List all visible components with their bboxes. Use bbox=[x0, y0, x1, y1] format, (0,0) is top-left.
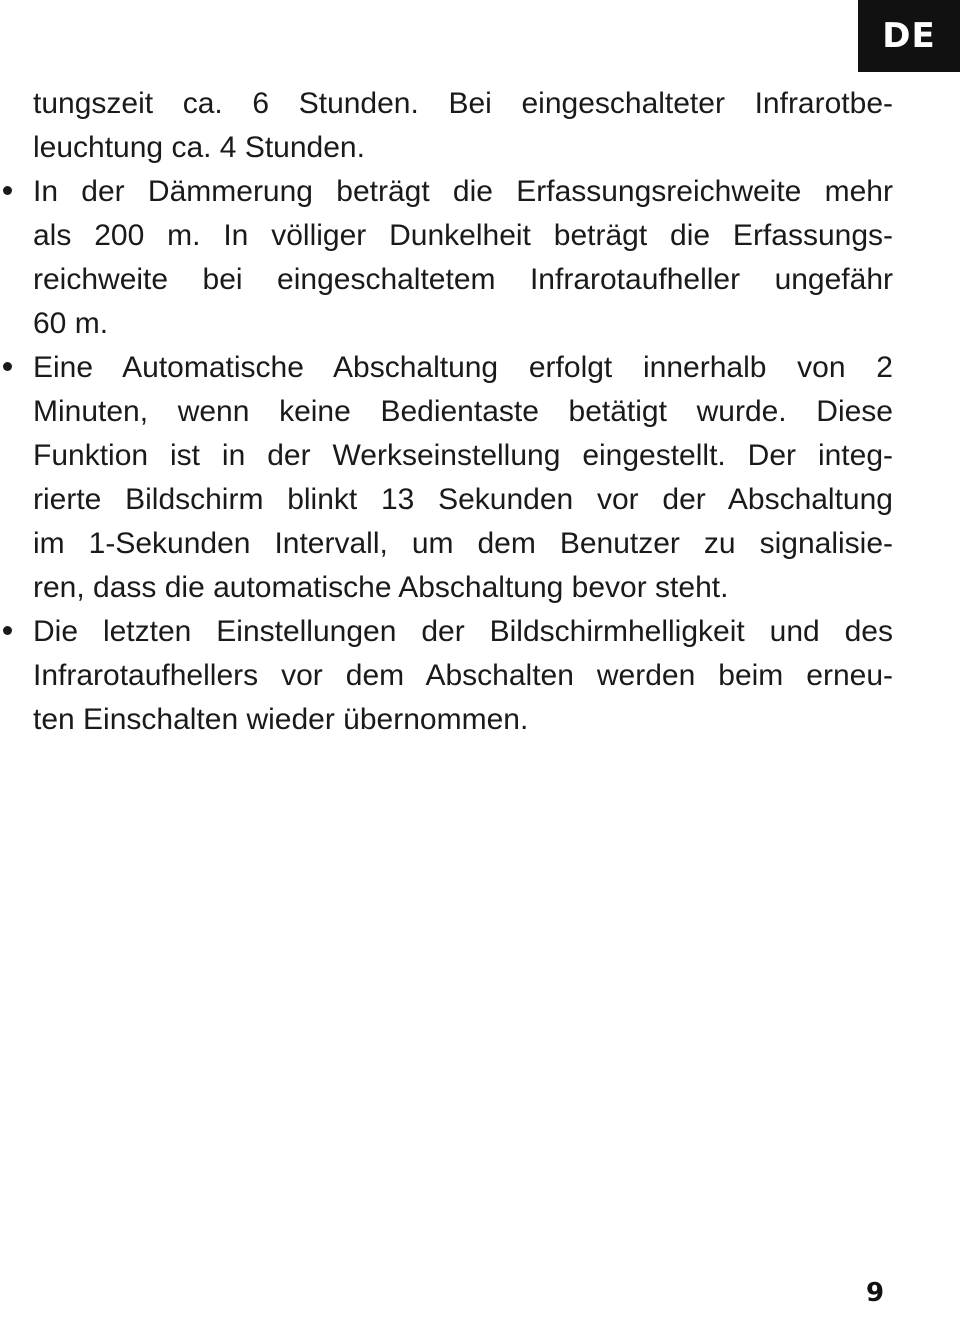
text-line: reichweite bei eingeschaltetem Infrarotaufheller ungefähr bbox=[33, 263, 893, 296]
manual-text-body bbox=[33, 82, 893, 742]
text-line: Eine Automatische Abschaltung erfolgt innerhalb von 2 bbox=[33, 351, 893, 384]
text-line: als 200 m. In völliger Dunkelheit beträgt die Erfassungs- bbox=[33, 219, 893, 252]
text-line: ten Einschalten wieder übernommen. bbox=[33, 703, 529, 736]
bullet-dot-icon bbox=[3, 626, 12, 635]
continuation-paragraph bbox=[33, 82, 893, 170]
bullet-item bbox=[33, 346, 893, 610]
page-number: 9 bbox=[866, 1278, 885, 1308]
bullet-item bbox=[33, 170, 893, 346]
text-line: leuchtung ca. 4 Stunden. bbox=[33, 131, 365, 164]
text-line: Infrarotaufhellers vor dem Abschalten werden beim erneu- bbox=[33, 659, 893, 692]
language-tab: DE bbox=[858, 0, 960, 72]
text-line: tungszeit ca. 6 Stunden. Bei eingeschalteter Infrarotbe- bbox=[33, 87, 893, 120]
bullet-dot-icon bbox=[3, 362, 12, 371]
bullet-dot-icon bbox=[3, 186, 12, 195]
text-line: Minuten, wenn keine Bedientaste betätigt wurde. Diese bbox=[33, 395, 893, 428]
text-line: im 1-Sekunden Intervall, um dem Benutzer zu signalisie- bbox=[33, 527, 893, 560]
text-line: rierte Bildschirm blinkt 13 Sekunden vor der Abschaltung bbox=[33, 483, 893, 516]
text-line: In der Dämmerung beträgt die Erfassungsreichweite mehr bbox=[33, 175, 893, 208]
text-line: Die letzten Einstellungen der Bildschirmhelligkeit und des bbox=[33, 615, 893, 648]
text-line: 60 m. bbox=[33, 307, 109, 340]
text-line: ren, dass die automatische Abschaltung bevor steht. bbox=[33, 571, 729, 604]
bullet-item bbox=[33, 610, 893, 742]
text-line: Funktion ist in der Werkseinstellung eingestellt. Der integ- bbox=[33, 439, 893, 472]
